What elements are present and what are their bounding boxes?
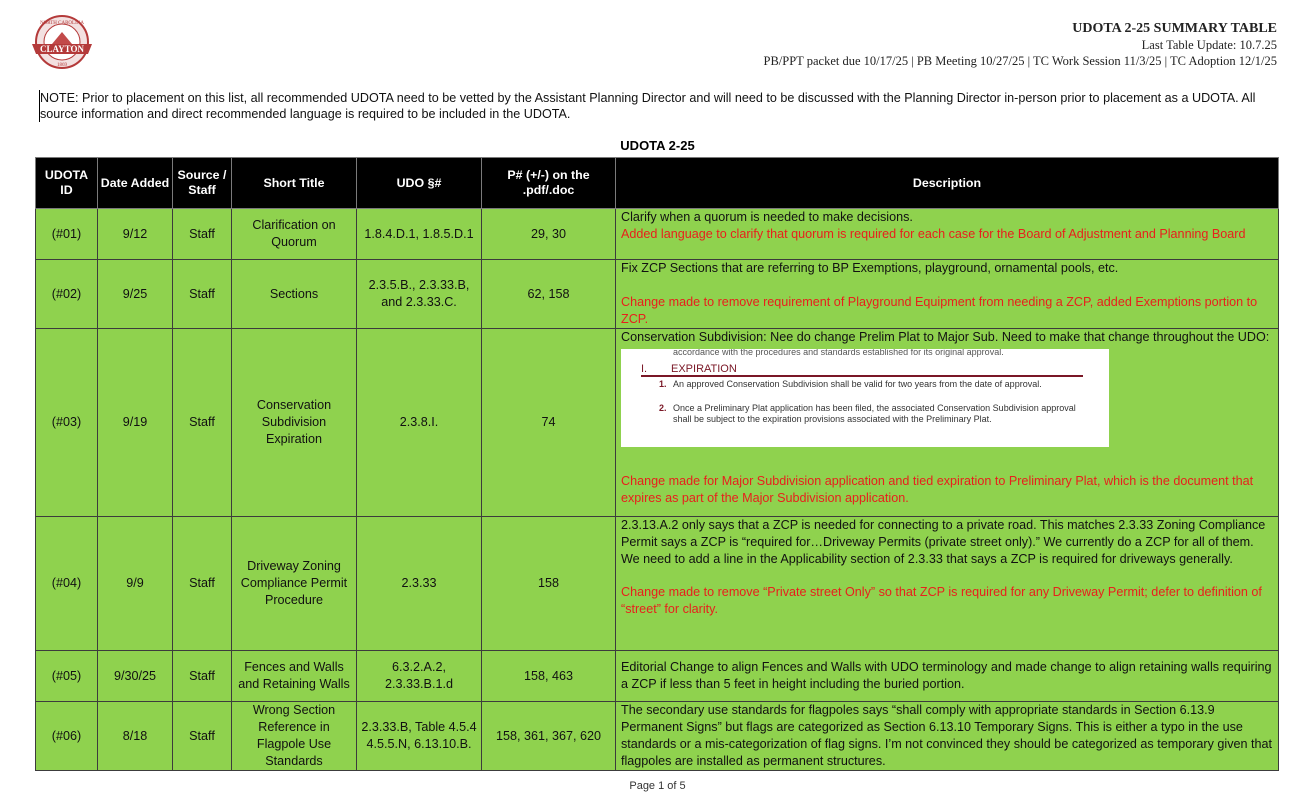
cell-page: 29, 30 [482,209,616,260]
excerpt-item [659,379,1093,390]
table-row [36,517,1279,651]
col-header-description: Description [616,158,1279,209]
cell-title: Clarification on Quorum [232,209,357,260]
cell-title: Wrong Section Reference in Flagpole Use Standards [232,702,357,771]
excerpt-item-text: An approved Conservation Subdivision shall be valid for two years from the date of approval. [673,379,1042,389]
table-row [36,209,1279,260]
cell-page: 158, 463 [482,651,616,702]
cell-page: 158, 361, 367, 620 [482,702,616,771]
cell-id: (#04) [36,517,98,651]
cell-udo: 2.3.5.B., 2.3.33.B, and 2.3.33.C. [357,260,482,329]
cell-date: 8/18 [98,702,173,771]
cell-description [616,651,1279,702]
table-row [36,702,1279,771]
excerpt-cut-line: accordance with the procedures and standards established for its original approval. [673,349,1004,357]
col-header-id: UDOTA ID [36,158,98,209]
cell-source: Staff [173,260,232,329]
page-footer: Page 1 of 5 [629,780,686,792]
table-title: UDOTA 2-25 [620,138,695,153]
last-update: Last Table Update: 10.7.25 [1141,38,1277,52]
cell-date: 9/25 [98,260,173,329]
cell-id: (#06) [36,702,98,771]
excerpt-item [659,403,1093,425]
document-title: UDOTA 2-25 SUMMARY TABLE [1072,21,1277,36]
description-text: Clarify when a quorum is needed to make decisions. [621,210,913,224]
description-text: Editorial Change to align Fences and Walls with UDO terminology and made change to align retaining walls requiring a ZCP if less than 5 feet in height including the buried portion. [621,660,1272,691]
cell-udo: 2.3.33 [357,517,482,651]
cell-title: Fences and Walls and Retaining Walls [232,651,357,702]
description-text-2: We need to add a line in the Applicability section of 2.3.33 that says a ZCP is required for driveways generally. [621,552,1233,566]
col-header-date: Date Added [98,158,173,209]
cell-date: 9/30/25 [98,651,173,702]
cell-page: 158 [482,517,616,651]
col-header-source: Source / Staff [173,158,232,209]
cell-udo: 2.3.33.B, Table 4.5.4 4.5.5.N, 6.13.10.B. [357,702,482,771]
cell-description [616,517,1279,651]
description-text: 2.3.13.A.2 only says that a ZCP is needed for connecting to a private road. This matches 2.3.33 Zoning Compliance Permit says a ZCP is “required for…Driveway Permits (private street only).” We currently do a ZCP for all of them. [621,518,1266,549]
description-text: The secondary use standards for flagpoles says “shall comply with appropriate standards in Section 6.13.9 Permanent Signs” but flags are categorized as Section 6.13.10 Temporary Signs. This is either a typo in the use standards or a mis-categorization of flag signs. I’m not convinced they should be categorized as temporary given that flagpoles are installed as permanent structures. [621,703,1273,768]
table-row [36,651,1279,702]
cell-description [616,209,1279,260]
cell-udo: 2.3.8.I. [357,329,482,517]
cell-description [616,702,1279,771]
cell-source: Staff [173,702,232,771]
cell-id: (#01) [36,209,98,260]
cell-description [616,260,1279,329]
note-paragraph: NOTE: Prior to placement on this list, all recommended UDOTA need to be vetted by the Assistant Planning Director and will need to be discussed with the Planning Director in-person prior to placement as a UDOTA. All source information and direct recommended language is required to be included in the UDOTA. [39,90,1270,122]
excerpt-item-number: 2. [659,403,667,413]
table-row [36,260,1279,329]
cell-source: Staff [173,517,232,651]
description-text: Conservation Subdivision: Nee do change Prelim Plat to Major Sub. Need to make that change throughout the UDO: [621,330,1270,344]
udota-table [35,157,1279,771]
schedule-dates: PB/PPT packet due 10/17/25 | PB Meeting 10/27/25 | TC Work Session 11/3/25 | TC Adoption 12/1/25 [763,54,1277,68]
svg-text:1869: 1869 [57,63,67,68]
change-text: Change made to remove “Private street Only” so that ZCP is required for any Driveway Permit; defer to definition of “street” for clarity. [621,585,1262,616]
cell-source: Staff [173,329,232,517]
col-header-page: P# (+/-) on the .pdf/.doc [482,158,616,209]
udo-excerpt-image [621,349,1109,447]
change-text: Change made for Major Subdivision application and tied expiration to Preliminary Plat, which is the document that expires as part of the Major Subdivision application. [621,474,1254,505]
col-header-udo: UDO §# [357,158,482,209]
town-seal-logo [28,14,96,70]
cell-date: 9/19 [98,329,173,517]
excerpt-rule [641,375,1083,377]
description-text: Fix ZCP Sections that are referring to BP Exemptions, playground, ornamental pools, etc. [621,261,1119,275]
svg-text:NORTH CAROLINA: NORTH CAROLINA [39,21,85,26]
change-text: Change made to remove requirement of Playground Equipment from needing a ZCP, added Exemptions portion to ZCP. [621,295,1258,326]
cell-page: 74 [482,329,616,517]
cell-title: Conservation Subdivision Expiration [232,329,357,517]
excerpt-item-number: 1. [659,379,667,389]
cell-udo: 6.3.2.A.2, 2.3.33.B.1.d [357,651,482,702]
table-row [36,329,1279,517]
cell-date: 9/9 [98,517,173,651]
cell-source: Staff [173,651,232,702]
excerpt-item-text: Once a Preliminary Plat application has been filed, the associated Conservation Subdivision approval shall be subject to the expiration provisions associated with the Preliminary Plat. [673,403,1076,424]
table-header-row [36,158,1279,209]
excerpt-heading-number: I. [641,363,648,375]
cell-date: 9/12 [98,209,173,260]
document-header [764,20,1277,69]
cell-id: (#02) [36,260,98,329]
col-header-short-title: Short Title [232,158,357,209]
cell-id: (#05) [36,651,98,702]
cell-page: 62, 158 [482,260,616,329]
cell-id: (#03) [36,329,98,517]
change-text: Added language to clarify that quorum is required for each case for the Board of Adjustment and Planning Board [621,227,1246,241]
cell-title: Sections [232,260,357,329]
cell-title: Driveway Zoning Compliance Permit Procedure [232,517,357,651]
cell-udo: 1.8.4.D.1, 1.8.5.D.1 [357,209,482,260]
cell-description [616,329,1279,517]
svg-text:CLAYTON: CLAYTON [39,44,85,54]
cell-source: Staff [173,209,232,260]
excerpt-heading-text: EXPIRATION [671,363,737,375]
